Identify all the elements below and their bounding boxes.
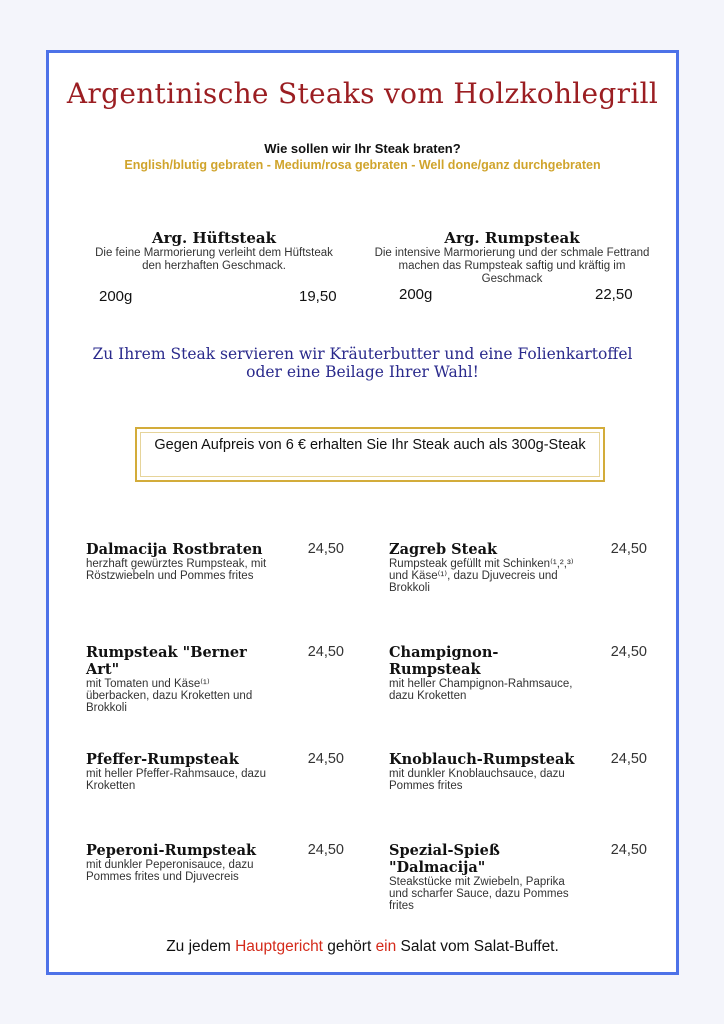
- item-name: Rumpsteak "Berner Art": [86, 644, 247, 678]
- menu-page: [46, 50, 679, 975]
- serve-note: Zu Ihrem Steak servieren wir Kräuterbutter und eine Folienkartoffel oder eine Beilage Ihrer Wahl!: [92, 345, 633, 381]
- item-price: 24,50: [610, 842, 647, 858]
- item-description: mit Tomaten und Käse⁽¹⁾ überbacken, dazu Kroketten und Brokkoli: [86, 678, 253, 714]
- item-description: mit heller Pfeffer-Rahmsauce, dazu Kroketten: [86, 768, 267, 792]
- item-weight: 200g: [99, 288, 133, 305]
- item-price: 24,50: [307, 541, 344, 557]
- menu-item: [389, 842, 647, 912]
- page-title: Argentinische Steaks vom Holzkohlegrill: [66, 77, 659, 110]
- item-price: 24,50: [610, 644, 647, 660]
- item-name: Pfeffer-Rumpsteak: [86, 751, 239, 768]
- item-description: mit heller Champignon-Rahmsauce, dazu Kroketten: [389, 678, 573, 702]
- menu-item: [389, 644, 647, 702]
- menu-item: [86, 541, 344, 582]
- item-name: Peperoni-Rumpsteak: [86, 842, 257, 859]
- item-price: 24,50: [610, 751, 647, 767]
- upgrade-box: [135, 427, 605, 482]
- item-description: herzhaft gewürztes Rumpsteak, mit Röstzwiebeln und Pommes frites: [86, 558, 267, 582]
- footer-text: gehört: [323, 938, 376, 955]
- item-name: Spezial-Spieß "Dalmacija": [389, 842, 500, 876]
- item-name: Knoblauch-Rumpsteak: [389, 751, 575, 768]
- footer-text: Zu jedem: [166, 938, 236, 955]
- upgrade-note: Gegen Aufpreis von 6 € erhalten Sie Ihr Steak auch als 300g-Steak: [140, 432, 600, 477]
- doneness-options: English/blutig gebraten - Medium/rosa gebraten - Well done/ganz durchgebraten: [124, 158, 601, 172]
- item-price: 24,50: [307, 842, 344, 858]
- item-description: Die intensive Marmorierung und der schmale Fettrand machen das Rumpsteak saftig und kräftig im Geschmack: [374, 247, 650, 285]
- menu-item: [86, 842, 344, 883]
- item-price: 24,50: [307, 751, 344, 767]
- item-name: Zagreb Steak: [389, 541, 498, 558]
- footer-highlight: ein: [375, 938, 397, 955]
- featured-item: [69, 229, 359, 273]
- item-name: Arg. Hüftsteak: [152, 229, 276, 247]
- menu-item: [86, 751, 344, 792]
- item-name: Arg. Rumpsteak: [444, 229, 580, 247]
- item-name: Champignon-Rumpsteak: [389, 644, 499, 678]
- item-description: Steakstücke mit Zwiebeln, Paprika und scharfer Sauce, dazu Pommes frites: [389, 876, 569, 912]
- featured-item: [367, 229, 657, 286]
- item-price: 19,50: [299, 288, 337, 305]
- footer-highlight: Hauptgericht: [235, 938, 323, 955]
- item-description: mit dunkler Knoblauchsauce, dazu Pommes frites: [389, 768, 565, 792]
- item-price: 24,50: [610, 541, 647, 557]
- item-price: 24,50: [307, 644, 344, 660]
- footer-note: [49, 938, 676, 956]
- item-description: Die feine Marmorierung verleiht dem Hüftsteak den herzhaften Geschmack.: [95, 247, 333, 272]
- menu-item: [86, 644, 344, 714]
- menu-item: [389, 541, 647, 594]
- item-price: 22,50: [595, 286, 633, 303]
- item-weight: 200g: [399, 286, 433, 303]
- doneness-question: Wie sollen wir Ihr Steak braten?: [264, 141, 461, 156]
- footer-text: Salat vom Salat-Buffet.: [396, 938, 559, 955]
- item-description: Rumpsteak gefüllt mit Schinken⁽¹,²,³⁾ und Käse⁽¹⁾, dazu Djuvecreis und Brokkoli: [389, 558, 574, 594]
- menu-item: [389, 751, 647, 792]
- item-name: Dalmacija Rostbraten: [86, 541, 263, 558]
- item-description: mit dunkler Peperonisauce, dazu Pommes frites und Djuvecreis: [86, 859, 254, 883]
